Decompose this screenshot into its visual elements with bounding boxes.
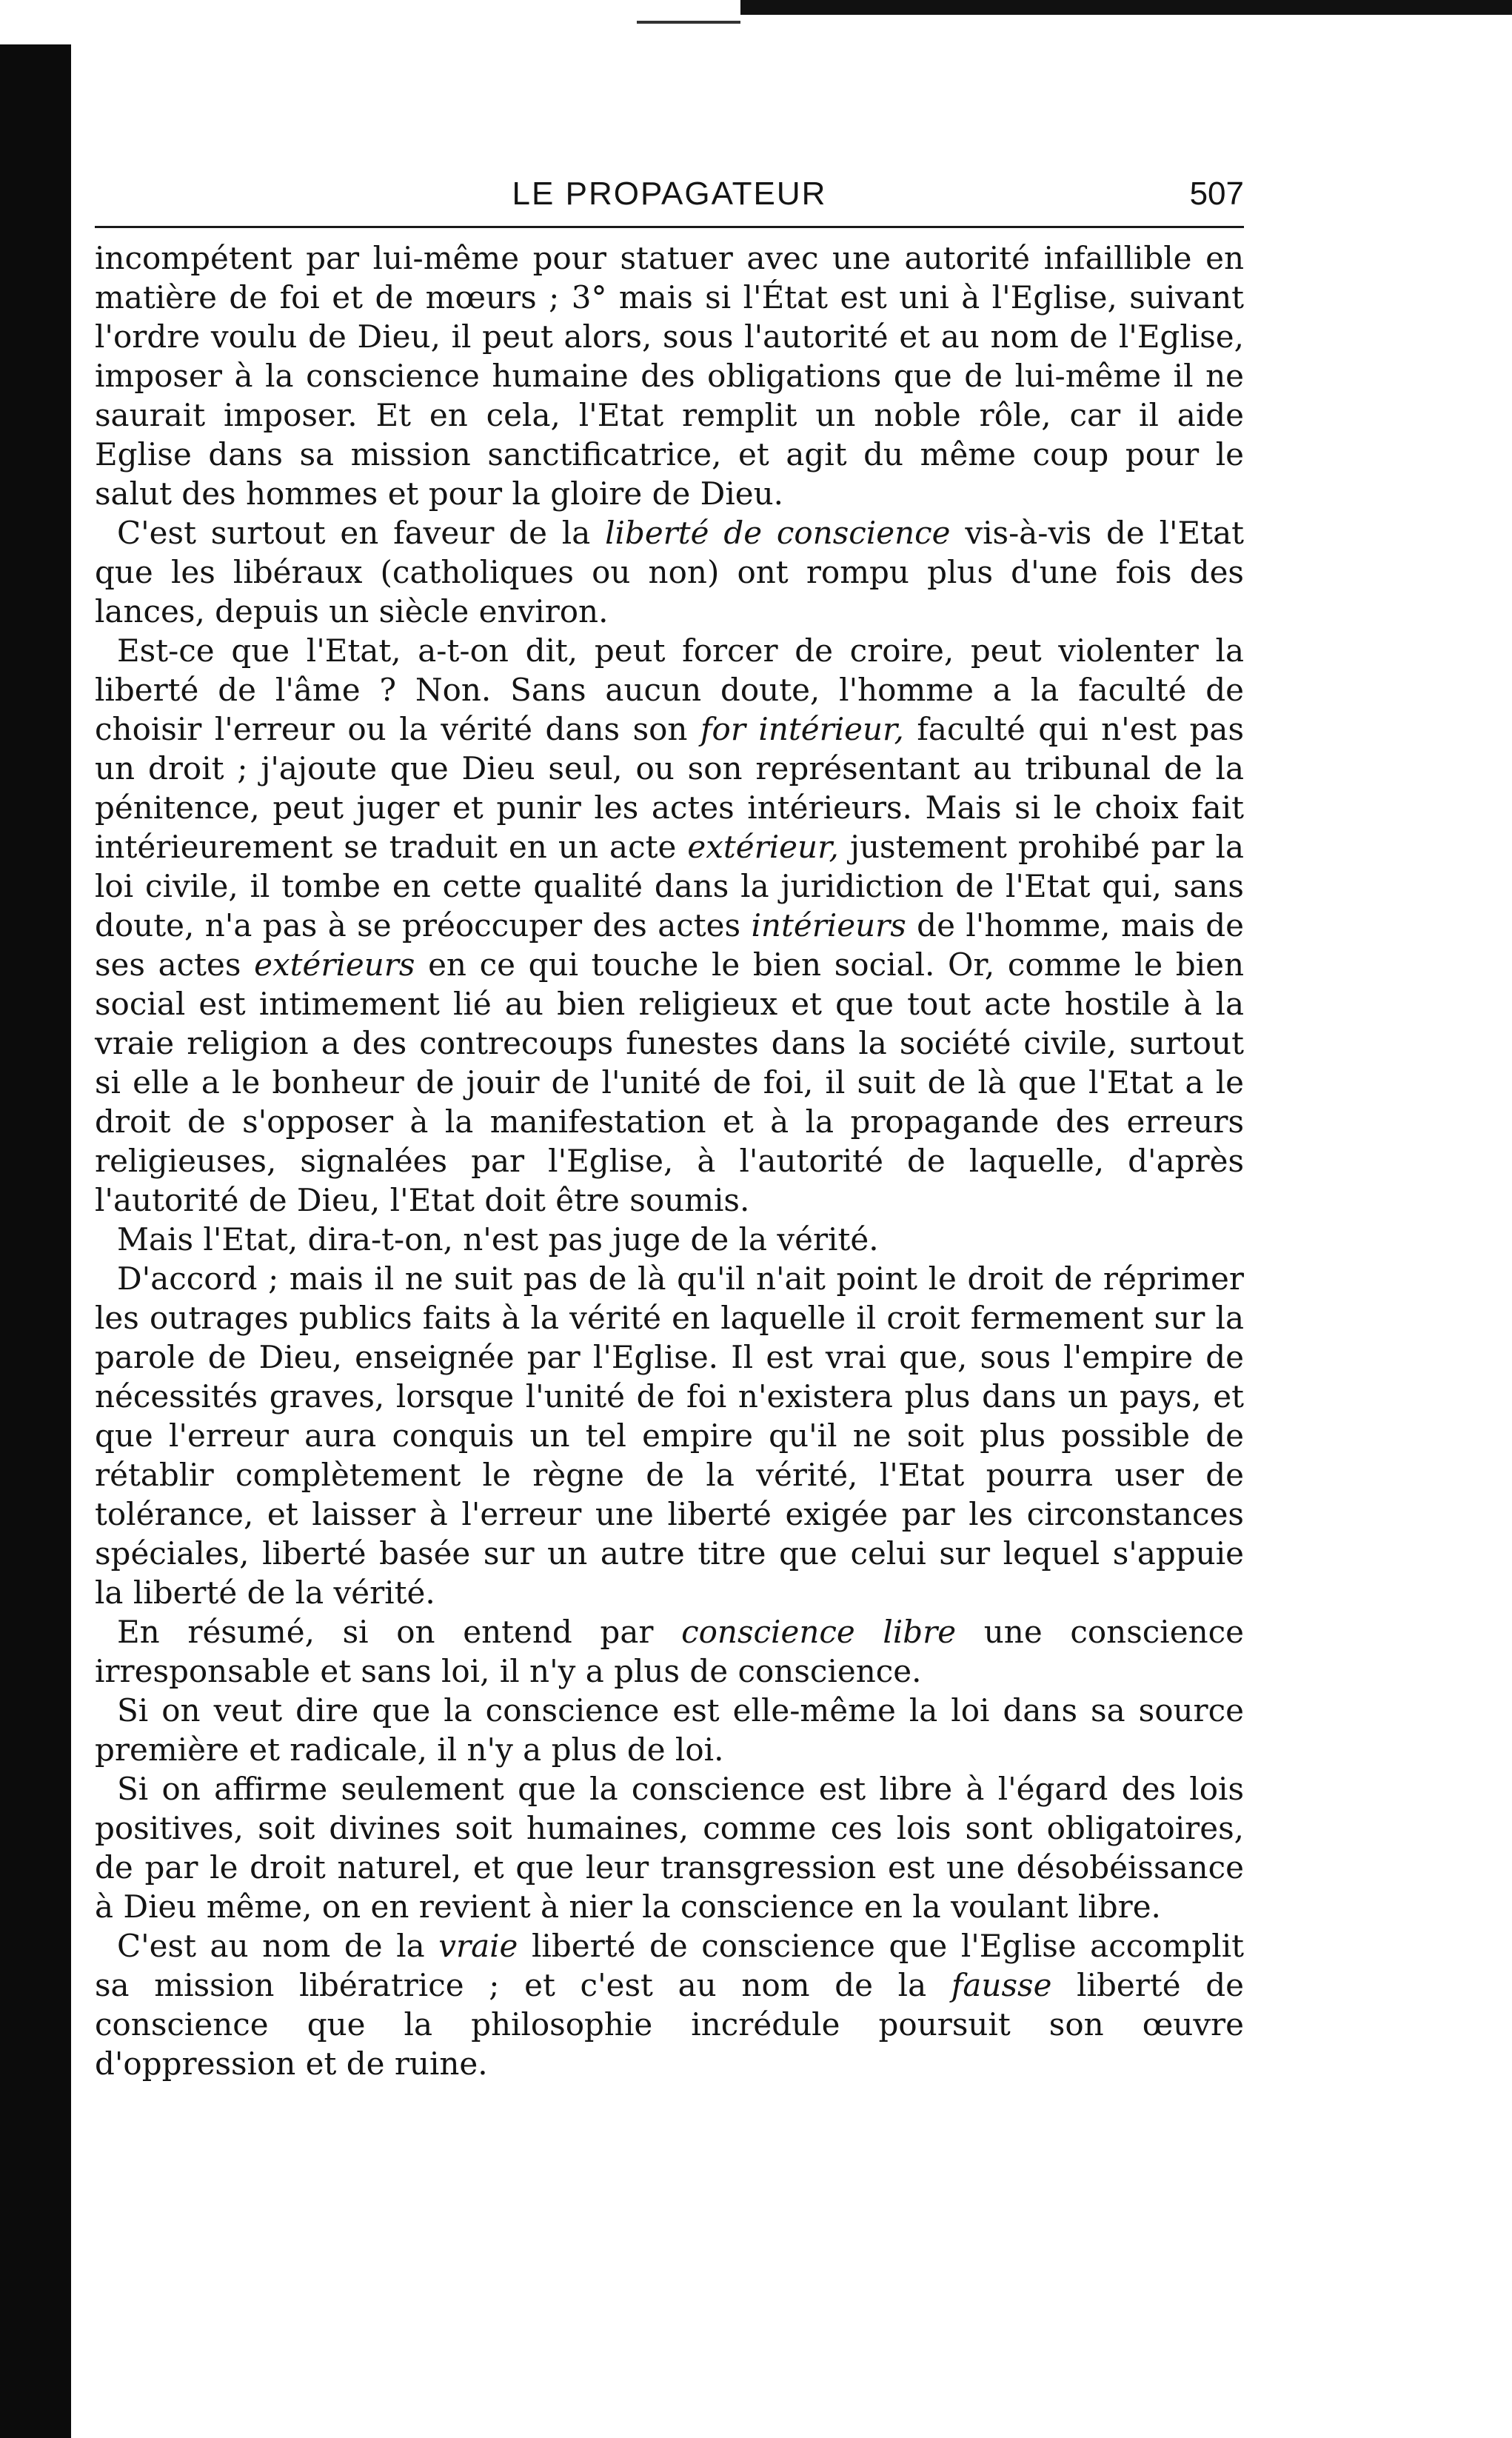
text-run: liberté de conscience que la philosophie incrédule poursuit son œuvre d'oppression et de ruine. [95,1967,1244,2082]
text-run: liberté de conscience que l'Eglise accomplit sa mission libératrice ; et c'est au nom de la [95,1928,1245,2003]
text-run: vis-à-vis de l'Etat que les libéraux (catholiques ou non) ont rompu plus d'une fois des lances, depuis un siècle environ. [95,515,1245,629]
scan-border-left [0,44,71,2438]
text-run: faculté qui n'est pas un droit ; j'ajoute que Dieu seul, ou son représentant au tribunal de la pénitence, peut juger et punir les actes intérieurs. Mais si le choix fait intérieurement se traduit en un acte [95,711,1244,865]
paragraph [95,1769,1244,1926]
text-run: Mais l'Etat, dira-t-on, n'est pas juge de la vérité. [117,1221,879,1258]
paragraph [95,1926,1244,2083]
page-number: 507 [1189,176,1244,212]
paragraph [95,238,1244,513]
text-run: une conscience irresponsable et sans loi, il n'y a plus de conscience. [95,1614,1245,1689]
text-run: en ce qui touche le bien social. Or, comme le bien social est intimement lié au bien religieux et que tout acte hostile à la vraie religion a des contrecoups funestes dans la société civile, surtout si elle a le bonheur de jouir de l'unité de foi, il suit de là que l'Etat a le droit de s'opposer à la manifestation et à la propagande des erreurs religieuses, signalées par l'Eglise, à l'autorité de laquelle, d'après l'autorité de Dieu, l'Etat doit être soumis. [95,946,1245,1218]
header-rule [95,226,1244,228]
paragraph [95,513,1244,631]
text-run: C'est au nom de la [117,1928,439,1964]
text-run: C'est surtout en faveur de la [117,515,606,551]
text-run: Est-ce que l'Etat, a-t-on dit, peut forcer de croire, peut violenter la liberté de l'âme ? Non. Sans aucun doute, l'homme a la faculté de choisir l'erreur ou la vérité dans son [95,632,1244,747]
running-title: LE PROPAGATEUR [512,176,827,212]
text-run: En résumé, si on entend par [117,1614,682,1650]
italic-text-run: extérieur, [687,829,839,865]
italic-text-run: fausse [951,1967,1052,2003]
paragraph [95,631,1244,1220]
italic-text-run: for intérieur, [700,711,904,747]
text-run: justement prohibé par la loi civile, il tombe en cette qualité dans la juridiction de l'Etat qui, sans doute, n'a pas à se préoccuper des actes [95,829,1244,944]
text-run: de l'homme, mais de ses actes [95,907,1244,983]
text-run: D'accord ; mais il ne suit pas de là qu'il n'ait point le droit de réprimer les outrages publics faits à la vérité en laquelle il croit fermement sur la parole de Dieu, enseignée par l'Eglise. Il est vrai que, sous l'empire de nécessités graves, lorsque l'unité de foi n'existera plus dans un pays, et que l'erreur aura conquis un tel empire qu'il ne soit plus possible de rétablir complètement le règne de la vérité, l'Etat pourra user de tolérance, et laisser à l'erreur une liberté exigée par les circonstances spéciales, liberté basée sur un autre titre que celui sur lequel s'appuie la liberté de la vérité. [95,1260,1244,1611]
italic-text-run: intérieurs [751,907,906,944]
italic-text-run: liberté de conscience [605,515,951,551]
italic-text-run: extérieurs [254,946,415,983]
paragraph [95,1220,1244,1259]
paragraph [95,1612,1244,1691]
text-run: Si on affirme seulement que la conscience est libre à l'égard des lois positives, soit divines soit humaines, comme ces lois sont obligatoires, de par le droit naturel, et que leur transgression est une désobéissance à Dieu même, on en revient à nier la conscience en la voulant libre. [95,1771,1244,1925]
italic-text-run: vraie [438,1928,518,1964]
text-run: Si on veut dire que la conscience est elle-même la loi dans sa source première et radicale, il n'y a plus de loi. [95,1692,1244,1768]
italic-text-run: conscience libre [681,1614,957,1650]
document-page [95,159,1244,2083]
body-text [95,238,1244,2083]
paragraph [95,1259,1244,1612]
scan-border-top-thin [637,21,740,24]
scan-border-top [740,0,1512,15]
text-run: incompétent par lui-même pour statuer avec une autorité infaillible en matière de foi et de mœurs ; 3° mais si l'État est uni à l'Eglise, suivant l'ordre voulu de Dieu, il peut alors, sous l'autorité et au nom de l'Eglise, imposer à la conscience humaine des obligations que de lui-même il ne saurait imposer. Et en cela, l'Etat remplit un noble rôle, car il aide Eglise dans sa mission sanctificatrice, et agit du même coup pour le salut des hommes et pour la gloire de Dieu. [95,240,1244,512]
running-header [95,159,1244,218]
paragraph [95,1691,1244,1769]
